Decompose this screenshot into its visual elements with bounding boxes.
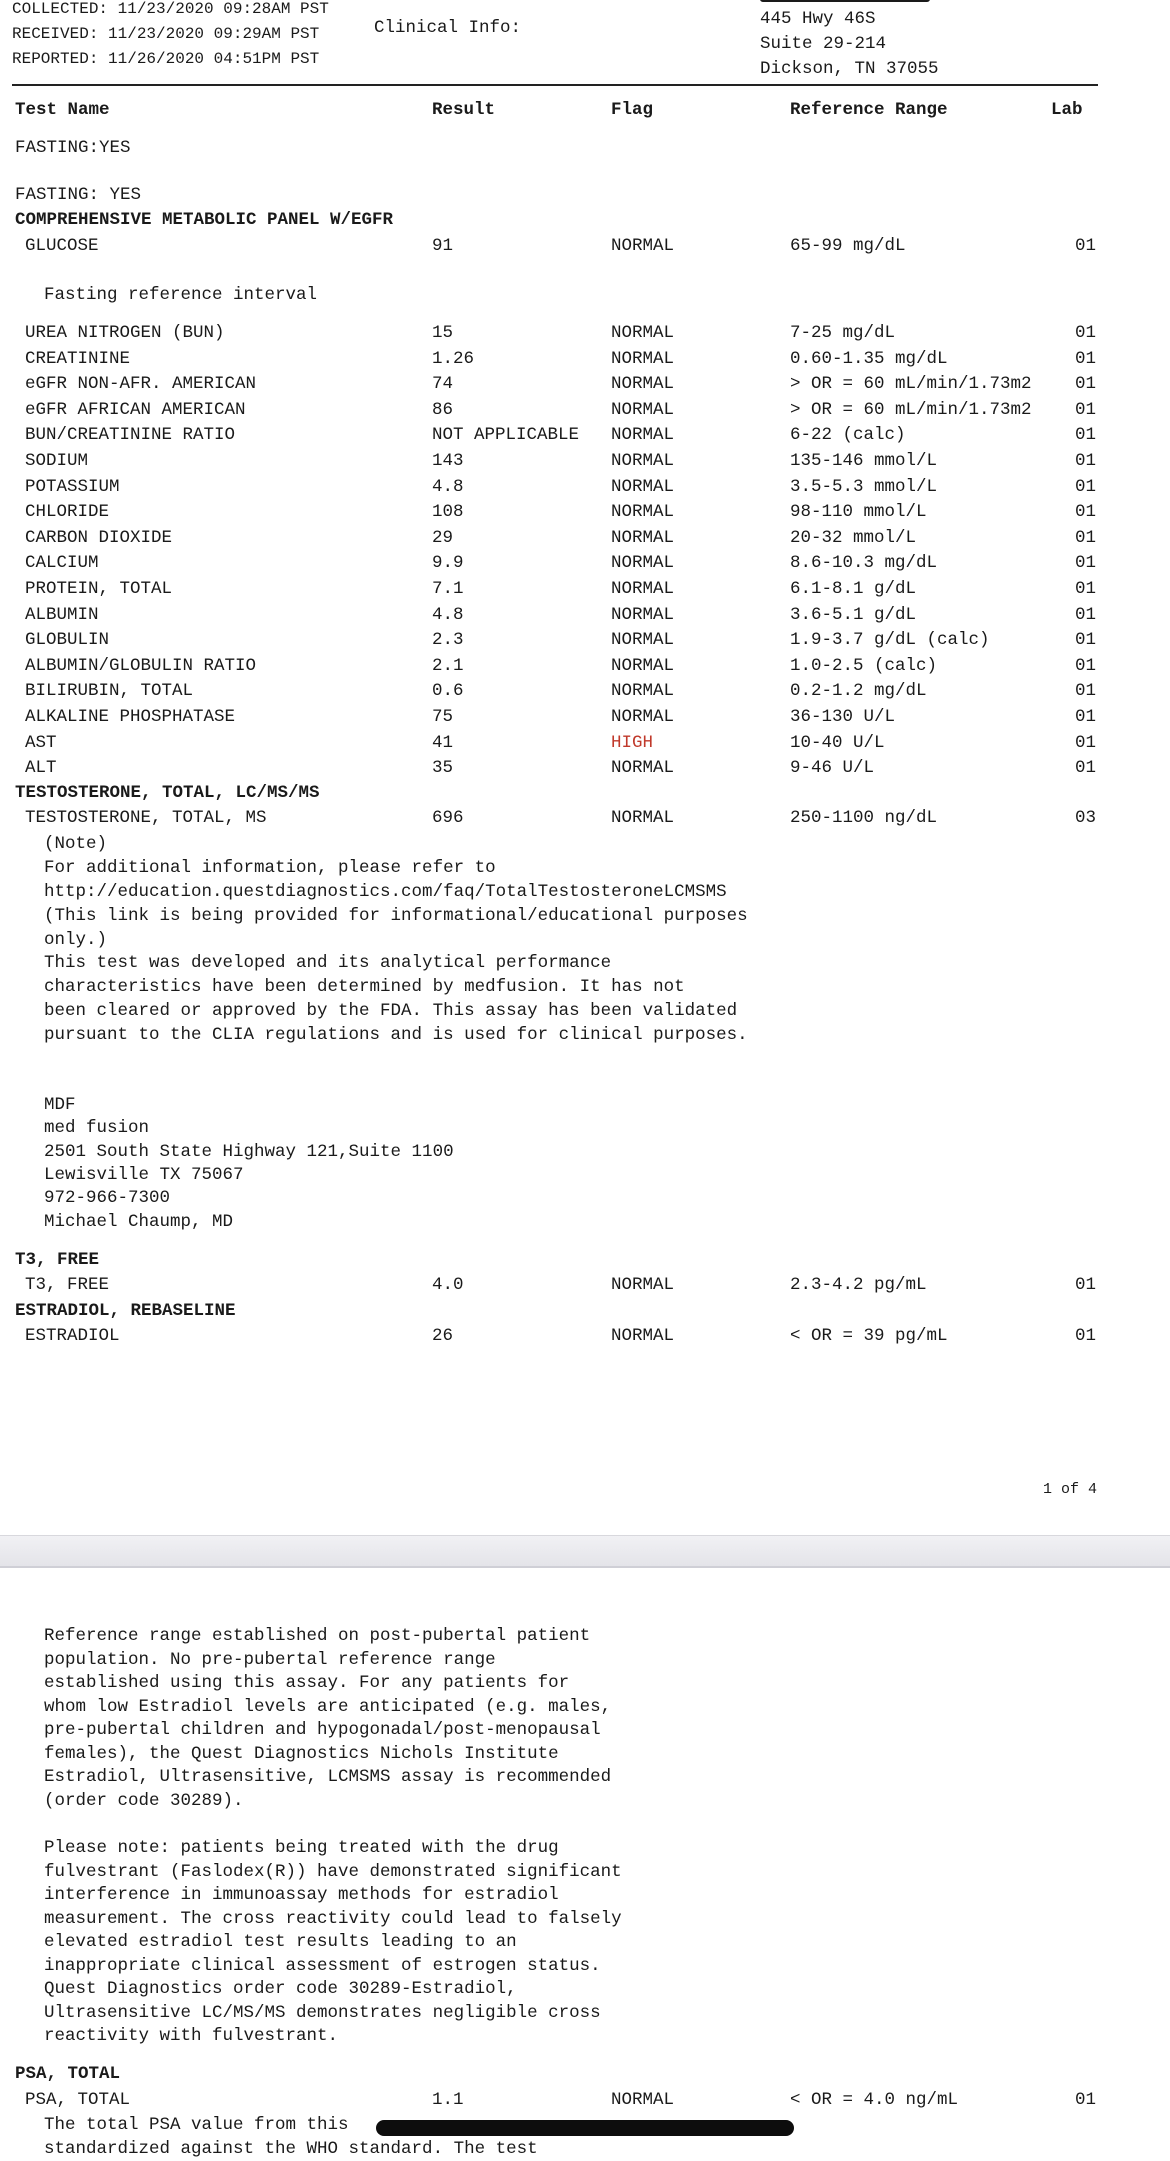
test-result: 0.6	[432, 681, 464, 702]
test-flag: NORMAL	[611, 553, 675, 574]
panel-title-estradiol: ESTRADIOL, REBASELINE	[15, 1301, 236, 1321]
test-result: 29	[432, 527, 454, 548]
test-reference-range: > OR = 60 mL/min/1.73m2	[790, 374, 1032, 395]
test-result: 2.3	[432, 630, 464, 651]
test-reference-range: 135-146 mmol/L	[790, 451, 938, 471]
test-result: 26	[432, 1326, 454, 1346]
test-flag: NORMAL	[611, 758, 675, 779]
note-line: pre-pubertal children and hypogonadal/post-menopausal	[44, 1720, 601, 1740]
test-reference-range: 3.5-5.3 mmol/L	[790, 476, 938, 497]
note-line: interference in immunoassay methods for estradiol	[44, 1885, 559, 1905]
test-name: PROTEIN, TOTAL	[25, 579, 173, 599]
address-line-2: Suite 29-214	[760, 34, 887, 54]
lab-info-line: med fusion	[44, 1118, 150, 1138]
test-lab: 01	[1075, 502, 1097, 523]
test-name: CHLORIDE	[25, 502, 110, 523]
test-result: 41	[432, 732, 454, 753]
test-lab: 01	[1075, 707, 1097, 727]
test-name: SODIUM	[25, 451, 89, 471]
test-name: ESTRADIOL	[25, 1326, 120, 1346]
test-lab: 01	[1075, 451, 1097, 471]
test-name: eGFR AFRICAN AMERICAN	[25, 399, 246, 420]
test-name: PSA, TOTAL	[25, 2090, 131, 2110]
test-name: CALCIUM	[25, 553, 99, 574]
test-name: POTASSIUM	[25, 476, 120, 497]
test-name: BUN/CREATININE RATIO	[25, 425, 236, 446]
test-name: CARBON DIOXIDE	[25, 527, 173, 548]
test-result: 15	[432, 323, 454, 343]
test-result: 4.8	[432, 604, 464, 625]
test-name: GLOBULIN	[25, 630, 110, 651]
test-flag: NORMAL	[611, 374, 675, 395]
redacted-lab-name	[760, 0, 930, 2]
note-line: characteristics have been determined by medfusion. It has not	[44, 977, 685, 997]
test-flag: NORMAL	[611, 425, 675, 446]
test-lab: 01	[1075, 425, 1097, 446]
lab-info-line: 2501 South State Highway 121,Suite 1100	[44, 1142, 454, 1162]
clinical-info-label: Clinical Info:	[374, 18, 522, 38]
note-line: elevated estradiol test results leading to an	[44, 1932, 517, 1952]
test-lab: 01	[1075, 2090, 1097, 2110]
note-line: Reference range established on post-pubertal patient	[44, 1626, 591, 1646]
test-reference-range: 6.1-8.1 g/dL	[790, 579, 917, 599]
test-reference-range: 2.3-4.2 pg/mL	[790, 1275, 927, 1295]
test-lab: 01	[1075, 604, 1097, 625]
test-lab: 01	[1075, 681, 1097, 702]
test-flag: NORMAL	[611, 1275, 675, 1295]
test-reference-range: < OR = 4.0 ng/mL	[790, 2090, 959, 2110]
col-flag: Flag	[611, 100, 654, 120]
test-name: TESTOSTERONE, TOTAL, MS	[25, 808, 267, 828]
test-result: 2.1	[432, 655, 464, 676]
test-name: CREATININE	[25, 348, 131, 369]
test-flag: NORMAL	[611, 399, 675, 420]
test-flag: NORMAL	[611, 707, 675, 727]
note-line: (Note)	[44, 834, 108, 854]
test-lab: 01	[1075, 655, 1097, 676]
test-result: NOT APPLICABLE	[432, 425, 580, 446]
page-indicator: 1 of 4	[1043, 1481, 1098, 1498]
test-flag: NORMAL	[611, 236, 675, 256]
lab-info-line: Michael Chaump, MD	[44, 1212, 234, 1232]
test-result: 143	[432, 451, 464, 471]
test-name: GLUCOSE	[25, 236, 99, 256]
test-result: 35	[432, 758, 454, 779]
test-reference-range: 9-46 U/L	[790, 758, 875, 779]
test-name: ALT	[25, 758, 57, 779]
test-flag: NORMAL	[611, 579, 675, 599]
test-name: BILIRUBIN, TOTAL	[25, 681, 194, 702]
test-lab: 01	[1075, 553, 1097, 574]
test-flag: NORMAL	[611, 527, 675, 548]
test-lab: 01	[1075, 732, 1097, 753]
test-lab: 01	[1075, 1275, 1097, 1295]
note-link[interactable]: http://education.questdiagnostics.com/faq/TotalTestosteroneLCMSMS	[44, 882, 727, 902]
test-name: ALKALINE PHOSPHATASE	[25, 707, 236, 727]
redaction-bar	[376, 2120, 794, 2136]
test-lab: 01	[1075, 236, 1097, 256]
note-line: Please note: patients being treated with the drug	[44, 1838, 559, 1858]
note-line: Quest Diagnostics order code 30289-Estradiol,	[44, 1979, 517, 1999]
test-result: 1.26	[432, 348, 475, 369]
test-flag: NORMAL	[611, 2090, 675, 2110]
test-result: 696	[432, 808, 464, 828]
test-flag: NORMAL	[611, 681, 675, 702]
lab-info-line: 972-966-7300	[44, 1188, 171, 1208]
test-flag: NORMAL	[611, 502, 675, 523]
test-name: ALBUMIN/GLOBULIN RATIO	[25, 655, 257, 676]
col-reference-range: Reference Range	[790, 100, 948, 120]
address-line-3: Dickson, TN 37055	[760, 59, 939, 79]
test-result: 7.1	[432, 579, 464, 599]
panel-title-cmp: COMPREHENSIVE METABOLIC PANEL W/EGFR	[15, 210, 394, 230]
col-result: Result	[432, 100, 496, 120]
note-line: been cleared or approved by the FDA. This assay has been validated	[44, 1001, 738, 1021]
test-lab: 01	[1075, 630, 1097, 651]
test-result: 91	[432, 236, 454, 256]
note-line: (This link is being provided for informational/educational purposes	[44, 906, 748, 926]
glucose-note: Fasting reference interval	[44, 285, 318, 305]
test-result: 86	[432, 399, 454, 420]
note-line: whom low Estradiol levels are anticipated (e.g. males,	[44, 1697, 612, 1717]
test-lab: 01	[1075, 399, 1097, 420]
test-flag: NORMAL	[611, 808, 675, 828]
received-date: RECEIVED: 11/23/2020 09:29AM PST	[12, 25, 320, 43]
test-reference-range: 3.6-5.1 g/dL	[790, 604, 917, 625]
test-name: ALBUMIN	[25, 604, 99, 625]
test-reference-range: 20-32 mmol/L	[790, 527, 917, 548]
test-reference-range: 10-40 U/L	[790, 732, 885, 753]
test-flag: NORMAL	[611, 451, 675, 471]
test-reference-range: 250-1100 ng/dL	[790, 808, 938, 828]
test-result: 1.1	[432, 2090, 464, 2110]
test-flag: NORMAL	[611, 323, 675, 343]
test-lab: 01	[1075, 527, 1097, 548]
test-reference-range: 7-25 mg/dL	[790, 323, 896, 343]
panel-title-psa: PSA, TOTAL	[15, 2064, 121, 2084]
test-result: 108	[432, 502, 464, 523]
address-line-1: 445 Hwy 46S	[760, 9, 876, 29]
test-lab: 01	[1075, 1326, 1097, 1346]
note-line: only.)	[44, 930, 108, 950]
test-lab: 01	[1075, 348, 1097, 369]
test-flag: NORMAL	[611, 604, 675, 625]
panel-title-t3: T3, FREE	[15, 1250, 100, 1270]
note-line: fulvestrant (Faslodex(R)) have demonstrated significant	[44, 1862, 622, 1882]
test-result: 75	[432, 707, 454, 727]
test-reference-range: < OR = 39 pg/mL	[790, 1326, 948, 1346]
note-line: The total PSA value from this	[44, 2115, 349, 2135]
note-line: (order code 30289).	[44, 1791, 244, 1811]
test-result: 4.0	[432, 1275, 464, 1295]
test-result: 4.8	[432, 476, 464, 497]
col-test-name: Test Name	[15, 100, 110, 120]
test-reference-range: > OR = 60 mL/min/1.73m2	[790, 399, 1032, 420]
test-reference-range: 65-99 mg/dL	[790, 236, 906, 256]
test-lab: 01	[1075, 323, 1097, 343]
header-divider	[12, 84, 1098, 86]
test-lab: 01	[1075, 374, 1097, 395]
col-lab: Lab	[1051, 100, 1083, 120]
test-lab: 01	[1075, 758, 1097, 779]
test-reference-range: 98-110 mmol/L	[790, 502, 927, 523]
fasting-line: FASTING: YES	[15, 185, 142, 205]
note-line: Ultrasensitive LC/MS/MS demonstrates negligible cross	[44, 2003, 601, 2023]
note-line: Estradiol, Ultrasensitive, LCMSMS assay is recommended	[44, 1767, 612, 1787]
test-flag: NORMAL	[611, 348, 675, 369]
note-line: For additional information, please refer to	[44, 858, 496, 878]
test-reference-range: 0.2-1.2 mg/dL	[790, 681, 927, 702]
note-line: inappropriate clinical assessment of estrogen status.	[44, 1956, 601, 1976]
test-flag-high: HIGH	[611, 732, 654, 753]
test-lab: 01	[1075, 579, 1097, 599]
test-flag: NORMAL	[611, 655, 675, 676]
test-name: AST	[25, 732, 57, 753]
note-line: population. No pre-pubertal reference range	[44, 1650, 496, 1670]
reported-date: REPORTED: 11/26/2020 04:51PM PST	[12, 50, 320, 68]
test-result: 74	[432, 374, 454, 395]
test-name: UREA NITROGEN (BUN)	[25, 323, 225, 343]
note-line: This test was developed and its analytical performance	[44, 953, 612, 973]
test-lab: 01	[1075, 476, 1097, 497]
test-flag: NORMAL	[611, 476, 675, 497]
collected-date: COLLECTED: 11/23/2020 09:28AM PST	[12, 0, 329, 18]
test-lab: 03	[1075, 808, 1097, 828]
note-line: pursuant to the CLIA regulations and is used for clinical purposes.	[44, 1025, 748, 1045]
test-reference-range: 6-22 (calc)	[790, 425, 906, 446]
test-flag: NORMAL	[611, 630, 675, 651]
test-reference-range: 1.9-3.7 g/dL (calc)	[790, 630, 990, 651]
note-line: reactivity with fulvestrant.	[44, 2026, 339, 2046]
panel-title-testosterone: TESTOSTERONE, TOTAL, LC/MS/MS	[15, 783, 320, 803]
note-line: measurement. The cross reactivity could lead to falsely	[44, 1909, 622, 1929]
test-reference-range: 8.6-10.3 mg/dL	[790, 553, 938, 574]
test-reference-range: 36-130 U/L	[790, 707, 896, 727]
test-result: 9.9	[432, 553, 464, 574]
note-line: established using this assay. For any patients for	[44, 1673, 570, 1693]
note-line: females), the Quest Diagnostics Nichols Institute	[44, 1744, 559, 1764]
test-name: eGFR NON-AFR. AMERICAN	[25, 374, 257, 395]
page-separator	[0, 1535, 1170, 1568]
lab-info-line: Lewisville TX 75067	[44, 1165, 244, 1185]
test-flag: NORMAL	[611, 1326, 675, 1346]
lab-info-line: MDF	[44, 1095, 76, 1115]
note-line: standardized against the WHO standard. The test	[44, 2139, 538, 2159]
fasting-line: FASTING:YES	[15, 138, 131, 158]
test-name: T3, FREE	[25, 1275, 110, 1295]
test-reference-range: 1.0-2.5 (calc)	[790, 655, 938, 676]
test-reference-range: 0.60-1.35 mg/dL	[790, 348, 948, 369]
